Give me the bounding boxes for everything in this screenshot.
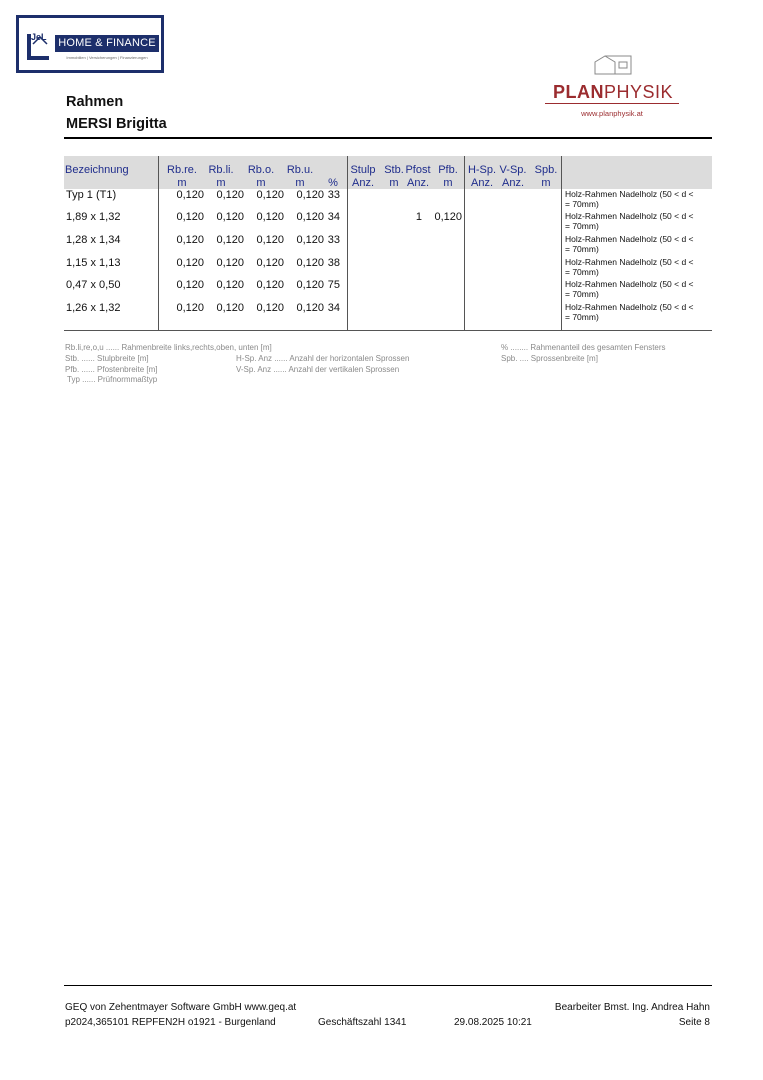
desc-line-2: = 70mm) <box>565 289 599 299</box>
legend-percent: % ........ Rahmenanteil des gesamten Fensters <box>501 343 666 352</box>
cell-description <box>565 211 707 231</box>
desc-line-1: Holz-Rahmen Nadelholz (50 < d < <box>565 257 694 267</box>
cell-name: 1,89 x 1,32 <box>66 211 121 223</box>
header-spb: Spb. <box>534 164 558 176</box>
legend-stb: Stb. ...... Stulpbreite [m] <box>65 354 149 363</box>
legend-rb: Rb.li,re,o,u ...... Rahmenbreite links,rechts,oben, unten [m] <box>65 343 272 352</box>
cell-rbu: 0,120 <box>296 279 324 291</box>
header-rbo: Rb.o. <box>247 164 275 176</box>
cell-rbo: 0,120 <box>256 279 284 291</box>
footer-geschaeftszahl: Geschäftszahl 1341 <box>318 1017 407 1028</box>
cell-rbo: 0,120 <box>256 302 284 314</box>
cell-percent: 34 <box>327 302 340 314</box>
cell-rbo: 0,120 <box>256 234 284 246</box>
title-divider <box>64 137 712 139</box>
cell-pfost: 1 <box>415 211 422 223</box>
desc-line-2: = 70mm) <box>565 244 599 254</box>
table-bottom-rule <box>64 330 712 331</box>
desc-line-1: Holz-Rahmen Nadelholz (50 < d < <box>565 302 694 312</box>
cell-rbo: 0,120 <box>256 257 284 269</box>
cell-rbli: 0,120 <box>216 279 244 291</box>
cell-rbli: 0,120 <box>216 257 244 269</box>
header-pfb-unit: m <box>443 177 453 189</box>
cell-rbli: 0,120 <box>216 302 244 314</box>
table-row <box>64 257 712 279</box>
table-row <box>64 234 712 256</box>
desc-line-2: = 70mm) <box>565 221 599 231</box>
frame-table <box>64 156 712 331</box>
legend-pfb: Pfb. ...... Pfostenbreite [m] <box>65 365 158 374</box>
cell-rbo: 0,120 <box>256 189 284 201</box>
desc-line-2: = 70mm) <box>565 312 599 322</box>
cell-rbre: 0,120 <box>176 257 204 269</box>
cell-rbu: 0,120 <box>296 302 324 314</box>
cell-rbli: 0,120 <box>216 211 244 223</box>
header-vsp-unit: Anz. <box>501 177 524 189</box>
cell-percent: 75 <box>327 279 340 291</box>
desc-line-2: = 70mm) <box>565 199 599 209</box>
header-rbre-unit: m <box>177 177 187 189</box>
page-title: Rahmen <box>66 94 124 110</box>
legend-typ: Typ ...... Prüfnormmaßtyp <box>67 375 158 384</box>
legend-spb: Spb. .... Sprossenbreite [m] <box>501 354 598 363</box>
table-row <box>64 211 712 233</box>
cell-percent: 33 <box>327 189 340 201</box>
header-rbo-unit: m <box>256 177 266 189</box>
table-row <box>64 302 712 324</box>
cell-rbre: 0,120 <box>176 211 204 223</box>
legend-vsp: V-Sp. Anz ...... Anzahl der vertikalen Sprossen <box>236 365 400 374</box>
brand-rule <box>545 103 679 104</box>
brand-url: www.planphysik.at <box>581 109 643 118</box>
header-pfost: Pfost <box>405 164 431 176</box>
footer-page-number: Seite 8 <box>678 1017 710 1028</box>
cell-name: 1,28 x 1,34 <box>66 234 121 246</box>
cell-percent: 33 <box>327 234 340 246</box>
brand-rest: PHYSIK <box>604 82 674 102</box>
logo-band-text: HOME & FINANCE <box>55 35 159 52</box>
footer-software: GEQ von Zehentmayer Software GmbH www.geq.at <box>65 1002 297 1013</box>
cell-rbli: 0,120 <box>216 234 244 246</box>
header-rbu-unit: m <box>295 177 305 189</box>
cell-name: Typ 1 (T1) <box>66 189 117 201</box>
cell-description <box>565 257 707 277</box>
logo-tagline: Immobilien | Versicherungen | Finanzierungen <box>66 55 148 60</box>
header-rbu: Rb.u. <box>286 164 314 176</box>
cell-rbu: 0,120 <box>296 189 324 201</box>
desc-line-1: Holz-Rahmen Nadelholz (50 < d < <box>565 234 694 244</box>
cell-description <box>565 302 707 322</box>
cell-description <box>565 279 707 299</box>
cell-rbre: 0,120 <box>176 302 204 314</box>
cell-rbre: 0,120 <box>176 189 204 201</box>
page-subtitle: MERSI Brigitta <box>66 116 167 132</box>
header-stb: Stb. <box>384 164 404 176</box>
house-outline-icon <box>591 54 633 78</box>
cell-rbre: 0,120 <box>176 234 204 246</box>
cell-percent: 34 <box>327 211 340 223</box>
logo-initials: JeL <box>31 32 47 42</box>
legend-hsp: H-Sp. Anz ...... Anzahl der horizontalen Sprossen <box>236 354 410 363</box>
planphysik-logo <box>545 54 679 120</box>
header-spb-unit: m <box>541 177 551 189</box>
header-percent: % <box>328 177 338 189</box>
cell-rbre: 0,120 <box>176 279 204 291</box>
cell-name: 1,26 x 1,32 <box>66 302 121 314</box>
table-header <box>64 156 712 189</box>
header-bezeichnung: Bezeichnung <box>65 164 129 176</box>
header-rbre: Rb.re. <box>167 164 197 176</box>
footer-divider <box>64 985 712 986</box>
header-stb-unit: m <box>389 177 399 189</box>
cell-rbo: 0,120 <box>256 211 284 223</box>
cell-description <box>565 234 707 254</box>
header-vsp: V-Sp. <box>499 164 527 176</box>
cell-rbli: 0,120 <box>216 189 244 201</box>
header-pfost-unit: Anz. <box>406 177 429 189</box>
cell-description <box>565 189 707 209</box>
header-hsp-unit: Anz. <box>470 177 493 189</box>
desc-line-2: = 70mm) <box>565 267 599 277</box>
brand-bold: PLAN <box>553 82 604 102</box>
table-row <box>64 279 712 301</box>
header-hsp: H-Sp. <box>467 164 497 176</box>
header-rbli: Rb.li. <box>208 164 234 176</box>
cell-name: 1,15 x 1,13 <box>66 257 121 269</box>
desc-line-1: Holz-Rahmen Nadelholz (50 < d < <box>565 211 694 221</box>
footer-date: 29.08.2025 10:21 <box>454 1017 532 1028</box>
header-stulp-unit: Anz. <box>351 177 374 189</box>
planphysik-brand <box>553 82 673 103</box>
home-finance-logo <box>16 15 164 73</box>
header-rbli-unit: m <box>216 177 226 189</box>
header-pfb: Pfb. <box>438 164 458 176</box>
cell-pfb: 0,120 <box>434 211 462 223</box>
cell-name: 0,47 x 0,50 <box>66 279 121 291</box>
cell-rbu: 0,120 <box>296 234 324 246</box>
cell-rbu: 0,120 <box>296 257 324 269</box>
desc-line-1: Holz-Rahmen Nadelholz (50 < d < <box>565 189 694 199</box>
header-stulp: Stulp <box>350 164 376 176</box>
table-row <box>64 189 712 211</box>
desc-line-1: Holz-Rahmen Nadelholz (50 < d < <box>565 279 694 289</box>
footer-project: p2024,365101 REPFEN2H o1921 - Burgenland <box>65 1017 276 1028</box>
cell-rbu: 0,120 <box>296 211 324 223</box>
footer-editor: Bearbeiter Bmst. Ing. Andrea Hahn <box>554 1002 710 1013</box>
cell-percent: 38 <box>327 257 340 269</box>
